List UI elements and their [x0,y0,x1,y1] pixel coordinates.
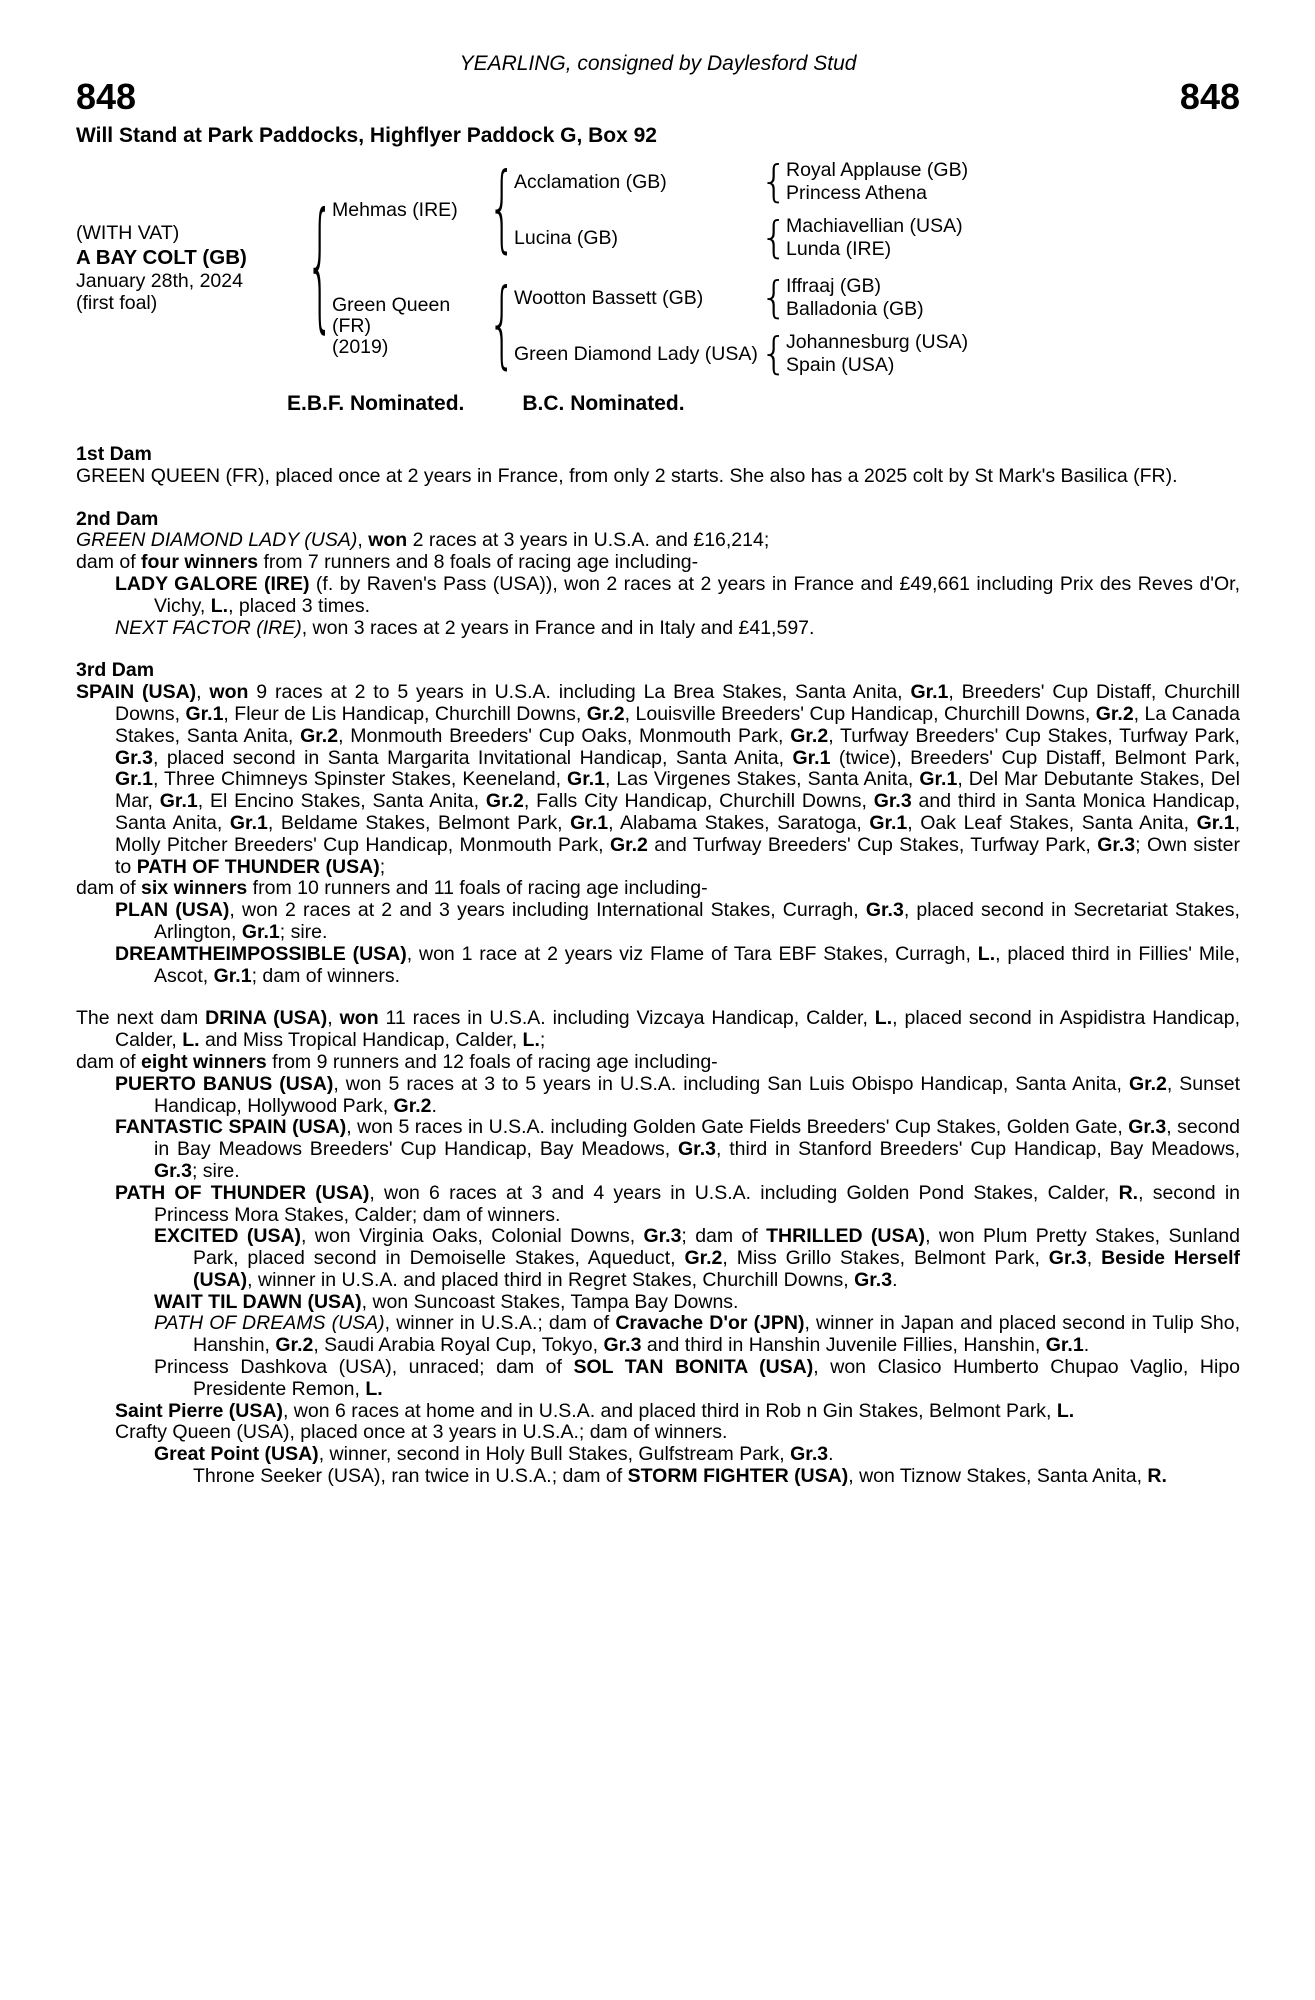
bc-nomination: B.C. Nominated. [522,392,685,415]
dam-name-text: Green Queen (FR) [332,293,451,337]
brace-icon [490,306,514,346]
dam-name [332,295,490,358]
dam-branch [332,276,1240,376]
granddam-name: Green Diamond Lady (USA) [514,342,758,365]
brace-icon [762,218,786,258]
catalogue-paragraph: PATH OF DREAMS (USA), winner in U.S.A.; dam of Cravache D'or (JPN), winner in Japan and placed second in Tulip Sho, Hanshin, Gr.2, Saudi Arabia Royal Cup, Tokyo, Gr.3 and third in Hanshin Juvenile Fillies, Hanshin, Gr.1. [154,1312,1240,1357]
grandsire-branch [514,160,1240,204]
catalogue-paragraph: NEXT FACTOR (IRE), won 3 races at 2 years in France and in Italy and £41,597. [115,616,815,639]
sire-branch [332,160,1240,260]
section-heading: 2nd Dam [76,507,159,530]
catalogue-paragraph: LADY GALORE (IRE) (f. by Raven's Pass (USA)), won 2 races at 2 years in France and £49,661 including Prix des Reves d'Or, Vichy, L., placed 3 times. [115,572,1240,617]
great-granddam-name: Spain (USA) [786,354,895,376]
great-granddam-name: Balladonia (GB) [786,298,924,320]
pedigree-parents [332,160,1240,376]
catalogue-paragraph: GREEN DIAMOND LADY (USA), won 2 races at 3 years in U.S.A. and £16,214; [76,529,770,552]
great-grandsire-name: Royal Applause (GB) [786,159,969,181]
dam-grandparents [514,276,1240,376]
foaling-date: January 28th, 2024 [76,269,243,292]
great-grandparents [786,276,1240,320]
sire-grandparents [514,160,1240,260]
great-grandsire-name: Iffraaj (GB) [786,275,881,297]
granddam-name: Lucina (GB) [514,226,619,249]
catalogue-paragraph: Crafty Queen (USA), placed once at 3 years in U.S.A.; dam of winners. [115,1421,728,1444]
catalogue-paragraph: dam of six winners from 10 runners and 11 foals of racing age including- [76,877,708,900]
catalogue-paragraph: The next dam DRINA (USA), won 11 races in U.S.A. including Vizcaya Handicap, Calder, L., placed second in Aspidistra Handicap, Calder, L. and Miss Tropical Handicap, Calder, L.; [76,1007,1241,1052]
catalogue-paragraph: EXCITED (USA), won Virginia Oaks, Colonial Downs, Gr.3; dam of THRILLED (USA), won Plum Pretty Stakes, Sunland Park, placed second in Demoiselle Stakes, Aqueduct, Gr.2, Miss Grillo Stakes, Belmont Park, Gr.3, Beside Herself (USA), winner in U.S.A. and placed third in Regret Stakes, Churchill Downs, Gr.3. [154,1225,1241,1291]
granddam-branch [514,332,1240,376]
consignor-line: YEARLING, consigned by Daylesford Stud [459,52,857,75]
nomination-row [76,392,1240,416]
great-grandparents [786,332,1240,376]
catalogue-paragraph: SPAIN (USA), won 9 races at 2 to 5 years in U.S.A. including La Brea Stakes, Santa Anita, Gr.1, Breeders' Cup Distaff, Churchill Downs, Gr.1, Fleur de Lis Handicap, Churchill Downs, Gr.2, Louisville Breeders' Cup Handicap, Churchill Downs, Gr.2, La Canada Stakes, Santa Anita, Gr.2, Monmouth Breeders' Cup Oaks, Monmouth Park, Gr.2, Turfway Breeders' Cup Stakes, Turfway Park, Gr.3, placed second in Santa Margarita Invitational Handicap, Santa Anita, Gr.1 (twice), Breeders' Cup Distaff, Belmont Park, Gr.1, Three Chimneys Spinster Stakes, Keeneland, Gr.1, Las Virgenes Stakes, Santa Anita, Gr.1, Del Mar Debutante Stakes, Del Mar, Gr.1, El Encino Stakes, Santa Anita, Gr.2, Falls City Handicap, Churchill Downs, Gr.3 and third in Santa Monica Handicap, Santa Anita, Gr.1, Beldame Stakes, Belmont Park, Gr.1, Alabama Stakes, Saratoga, Gr.1, Oak Leaf Stakes, Santa Anita, Gr.1, Molly Pitcher Breeders' Cup Handicap, Monmouth Park, Gr.2 and Turfway Breeders' Cup Stakes, Turfway Park, Gr.3; Own sister to PATH OF THUNDER (USA); [76,681,1241,878]
horse-details [76,222,308,315]
section-heading: 1st Dam [76,443,152,465]
section-heading: 3rd Dam [76,659,155,682]
grandsire-name: Acclamation (GB) [514,170,667,193]
brace-icon [762,162,786,202]
catalogue-paragraph: PLAN (USA), won 2 races at 2 and 3 years including International Stakes, Curragh, Gr.3, placed second in Secretariat Stakes, Arlington, Gr.1; sire. [115,899,1240,943]
catalogue-paragraph: dam of eight winners from 9 runners and 12 foals of racing age including- [76,1050,718,1073]
great-granddam-name: Lunda (IRE) [786,238,892,260]
lot-number-left: 848 [76,76,137,117]
catalogue-body [76,444,1240,1488]
brace-icon [490,190,514,230]
vat-note: (WITH VAT) [76,221,180,244]
lot-number-row [76,78,1240,116]
catalogue-paragraph: FANTASTIC SPAIN (USA), won 5 races in U.S.A. including Golden Gate Fields Breeders' Cup Stakes, Golden Gate, Gr.3, second in Bay Meadows Breeders' Cup Handicap, Bay Meadows, Gr.3, third in Stanford Breeders' Cup Handicap, Bay Meadows, Gr.3; sire. [115,1116,1240,1182]
catalogue-paragraph: Saint Pierre (USA), won 6 races at home and in U.S.A. and placed third in Rob n Gin Stakes, Belmont Park, L. [115,1399,1075,1422]
dam-year: (2019) [332,335,389,358]
great-grandparents [786,216,1240,260]
catalogue-paragraph: Great Point (USA), winner, second in Holy Bull Stakes, Gulfstream Park, Gr.3. [154,1443,834,1466]
sire-name: Mehmas (IRE) [332,198,458,221]
catalogue-paragraph: PATH OF THUNDER (USA), won 6 races at 3 and 4 years in U.S.A. including Golden Pond Stakes, Calder, R., second in Princess Mora Stakes, Calder; dam of winners. [115,1181,1240,1226]
grandsire-name: Wootton Bassett (GB) [514,286,704,309]
catalogue-paragraph: DREAMTHEIMPOSSIBLE (USA), won 1 race at 2 years viz Flame of Tara EBF Stakes, Curragh, L., placed third in Fillies' Mile, Ascot, Gr.1; dam of winners. [115,942,1240,987]
catalogue-paragraph: WAIT TIL DAWN (USA), won Suncoast Stakes, Tampa Bay Downs. [154,1290,739,1313]
great-grandsire-name: Johannesburg (USA) [786,331,969,353]
ebf-nomination: E.B.F. Nominated. [287,392,465,415]
grandsire-branch [514,276,1240,320]
horse-name: A BAY COLT (GB) [76,245,247,269]
brace-icon [762,278,786,318]
catalogue-paragraph: dam of four winners from 7 runners and 8 foals of racing age including- [76,551,699,574]
catalogue-paragraph: Throne Seeker (USA), ran twice in U.S.A.; dam of STORM FIGHTER (USA), won Tiznow Stakes, Santa Anita, R. [193,1465,1167,1488]
foal-note: (first foal) [76,291,158,314]
catalogue-paragraph: Princess Dashkova (USA), unraced; dam of SOL TAN BONITA (USA), won Clasico Humberto Chupao Vaglio, Hipo Presidente Remon, L. [154,1356,1240,1400]
great-grandparents [786,160,1240,204]
great-granddam-name: Princess Athena [786,182,927,204]
catalogue-paragraph: PUERTO BANUS (USA), won 5 races at 3 to 5 years in U.S.A. including San Luis Obispo Handicap, Santa Anita, Gr.2, Sunset Handicap, Hollywood Park, Gr.2. [115,1072,1240,1117]
catalogue-paragraph: GREEN QUEEN (FR), placed once at 2 years in France, from only 2 starts. She also has a 2025 colt by St Mark's Basilica (FR). [76,464,1178,487]
granddam-branch [514,216,1240,260]
great-grandsire-name: Machiavellian (USA) [786,215,963,237]
brace-icon [308,248,332,288]
pedigree-table [76,160,1240,376]
lot-number-right: 848 [1179,76,1240,117]
brace-icon [762,334,786,374]
stand-location: Will Stand at Park Paddocks, Highflyer Paddock G, Box 92 [76,124,657,147]
